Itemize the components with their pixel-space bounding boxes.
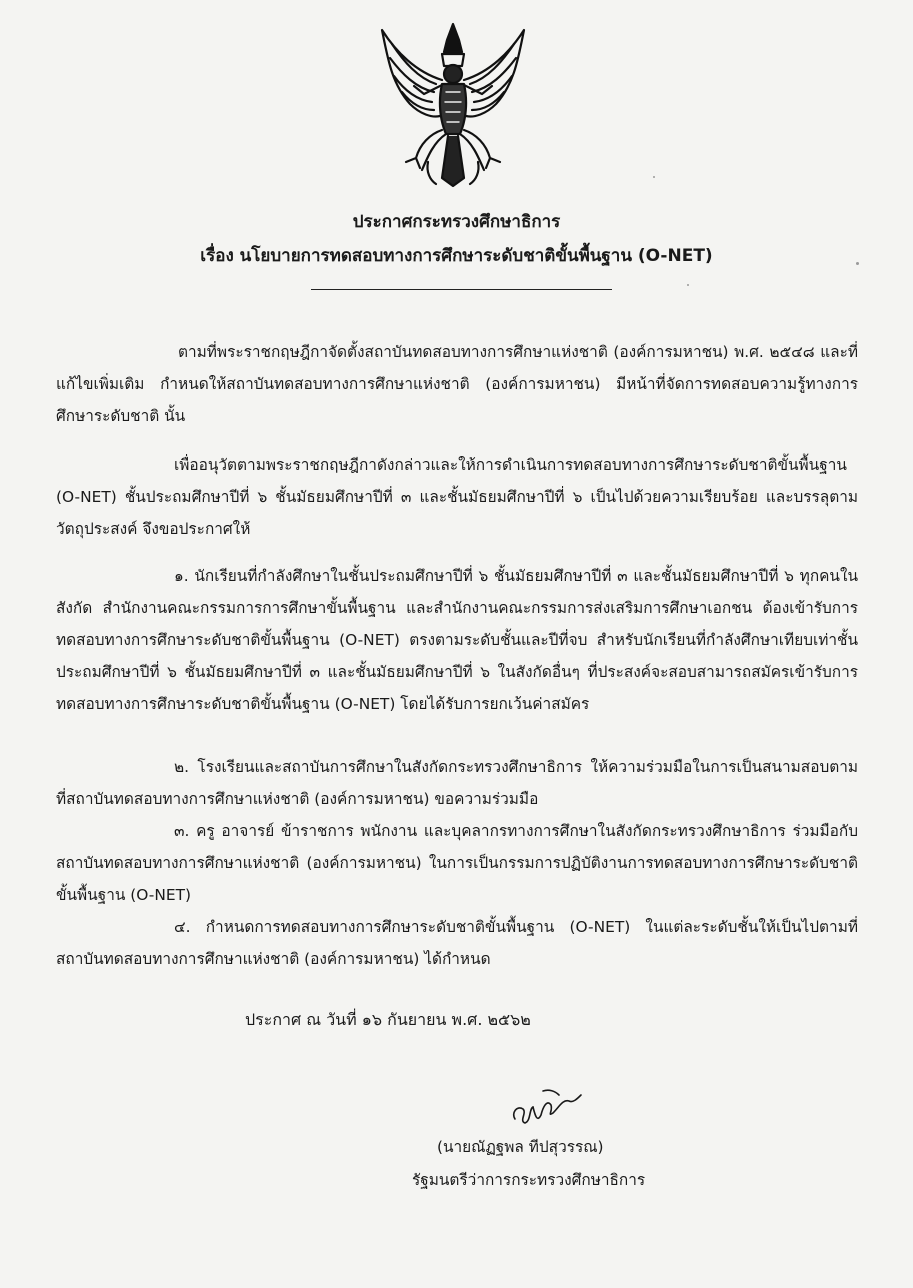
document-subject: เรื่อง นโยบายการทดสอบทางการศึกษาระดับชาติขั้นพื้นฐาน (O-NET)	[200, 246, 713, 266]
clause-2: ๒. โรงเรียนและสถาบันการศึกษาในสังกัดกระทรวงศึกษาธิการ ให้ความร่วมมือในการเป็นสนามสอบตามที่สถาบันทดสอบทางการศึกษาแห่งชาติ (องค์การมหาชน) ขอความร่วมมือ	[56, 758, 858, 808]
preamble-paragraph-2: เพื่ออนุวัตตามพระราชกฤษฎีกาดังกล่าวและให้การดำเนินการทดสอบทางการศึกษาระดับชาติขั้นพื้นฐาน (O-NET) ชั้นประถมศึกษาปีที่ ๖ ชั้นมัธยมศึกษาปีที่ ๓ และชั้นมัธยมศึกษาปีที่ ๖ เป็นไปด้วยความเรียบร้อย และบรรลุตามวัตถุประสงค์ จึงขอประกาศให้	[56, 456, 858, 538]
clause-1: ๑. นักเรียนที่กำลังศึกษาในชั้นประถมศึกษาปีที่ ๖ ชั้นมัธยมศึกษาปีที่ ๓ และชั้นมัธยมศึกษาปีที่ ๖ ทุกคนในสังกัด สำนักงานคณะกรรมการการศึกษาขั้นพื้นฐาน และสำนักงานคณะกรรมการส่งเสริมการศึกษาเอกชน ต้องเข้ารับการทดสอบทางการศึกษาระดับชาติขั้นพื้นฐาน (O-NET) ตรงตามระดับชั้นและปีที่จบ สำหรับนักเรียนที่กำลังศึกษาเทียบเท่าชั้นประถมศึกษาปีที่ ๖ ชั้นมัธยมศึกษาปีที่ ๓ และชั้นมัธยมศึกษาปีที่ ๖ ในสังกัดอื่นๆ ที่ประสงค์จะสอบสามารถสมัครเข้ารับการทดสอบทางการศึกษาระดับชาติขั้นพื้นฐาน (O-NET) โดยได้รับการยกเว้นค่าสมัคร	[56, 567, 858, 713]
document-title: ประกาศกระทรวงศึกษาธิการ	[352, 212, 561, 232]
title-divider	[311, 289, 612, 290]
handwritten-signature-icon	[507, 1085, 585, 1129]
paper-speck	[856, 262, 859, 265]
announcement-date: ประกาศ ณ วันที่ ๑๖ กันยายน พ.ศ. ๒๕๖๒	[245, 1010, 531, 1029]
signatory-name: (นายณัฏฐพล ทีปสุวรรณ)	[437, 1138, 604, 1156]
garuda-emblem-icon	[376, 22, 530, 188]
signatory-position: รัฐมนตรีว่าการกระทรวงศึกษาธิการ	[412, 1171, 646, 1189]
preamble-paragraph-1: ตามที่พระราชกฤษฎีกาจัดตั้งสถาบันทดสอบทางการศึกษาแห่งชาติ (องค์การมหาชน) พ.ศ. ๒๕๔๘ และที่แก้ไขเพิ่มเติม กำหนดให้สถาบันทดสอบทางการศึกษาแห่งชาติ (องค์การมหาชน) มีหน้าที่จัดการทดสอบความรู้ทางการศึกษาระดับชาติ นั้น	[56, 343, 858, 425]
clause-4: ๔. กำหนดการทดสอบทางการศึกษาระดับชาติขั้นพื้นฐาน (O-NET) ในแต่ละระดับชั้นให้เป็นไปตามที่สถาบันทดสอบทางการศึกษาแห่งชาติ (องค์การมหาชน) ได้กำหนด	[56, 918, 858, 968]
paper-speck	[687, 284, 689, 286]
clause-3: ๓. ครู อาจารย์ ข้าราชการ พนักงาน และบุคลากรทางการศึกษาในสังกัดกระทรวงศึกษาธิการ ร่วมมือกับสถาบันทดสอบทางการศึกษาแห่งชาติ (องค์การมหาชน) ในการเป็นกรรมการปฏิบัติงานการทดสอบทางการศึกษาระดับชาติขั้นพื้นฐาน (O-NET)	[56, 822, 858, 904]
paper-speck	[653, 176, 655, 178]
